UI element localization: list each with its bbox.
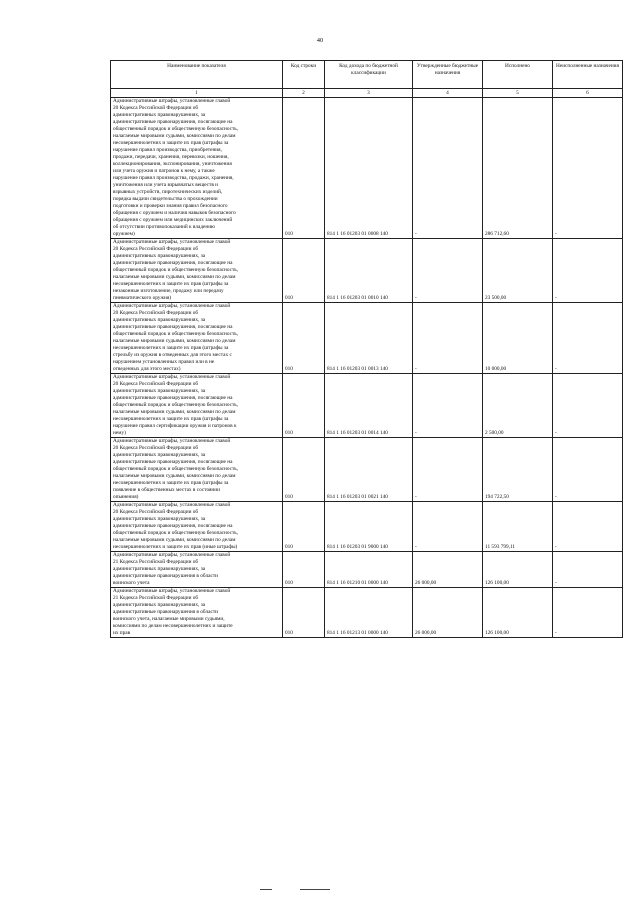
approved-amount: 26 000,00 bbox=[413, 552, 483, 588]
indicator-name: Административные штрафы, установленные главой 21 Кодекса Российской Федерации об административных правонарушениях, за административные правонарушения в области воинского учета bbox=[111, 552, 283, 588]
unexecuted-amount: - bbox=[553, 588, 623, 638]
approved-amount: - bbox=[413, 438, 483, 502]
column-number: 4 bbox=[413, 89, 483, 98]
income-code: 814 1 16 01213 01 0000 140 bbox=[325, 588, 413, 638]
table-row bbox=[111, 588, 623, 638]
table-row bbox=[111, 552, 623, 588]
table-row bbox=[111, 98, 623, 239]
header-approved: Утвержденные бюджетные назначения bbox=[413, 61, 483, 89]
executed-amount: 23 500,00 bbox=[483, 239, 553, 303]
income-code: 814 1 16 01203 01 0008 140 bbox=[325, 98, 413, 239]
column-number: 5 bbox=[483, 89, 553, 98]
executed-amount: 10 000,00 bbox=[483, 303, 553, 374]
unexecuted-amount: - bbox=[553, 552, 623, 588]
executed-amount: 194 722,50 bbox=[483, 438, 553, 502]
line-code: 010 bbox=[283, 374, 325, 438]
header-income-code: Код дохода по бюджетной классификации bbox=[325, 61, 413, 89]
page-number: 40 bbox=[316, 37, 324, 44]
indicator-name: Административные штрафы, установленные главой 20 Кодекса Российской Федерации об административных правонарушениях, за административные правонарушения, посягающие на общественный порядок и общественную безопасность, налагаемые мировыми судьями, комиссиями по делам несовершеннолетних и защите их прав (штрафы за нарушение правил производства, приобретения, продажи, передачи, хранения, перевозки, ношения, коллекционирования, экспонирования, уничтожения или учета оружия и патронов к нему, а также нарушение правил производства, продажи, хранения, уничтожения или учета взрывчатых веществ и взрывных устройств, пиротехнических изделий, порядка выдачи свидетельства о прохождении подготовки и проверки знания правил безопасного обращения с оружием и наличия навыков безопасного обращения с оружием или медицинских заключений об отсутствии противопоказаний к владению оружием) bbox=[111, 98, 283, 239]
executed-amount: 2 500,00 bbox=[483, 374, 553, 438]
approved-amount: - bbox=[413, 502, 483, 552]
approved-amount: - bbox=[413, 98, 483, 239]
budget-income-table bbox=[110, 60, 623, 638]
unexecuted-amount: - bbox=[553, 502, 623, 552]
indicator-name: Административные штрафы, установленные главой 21 Кодекса Российской Федерации об административных правонарушениях, за административные правонарушения в области воинского учета, налагаемые мировыми судьями, комиссиями по делам несовершеннолетних и защите их прав bbox=[111, 588, 283, 638]
line-code: 010 bbox=[283, 588, 325, 638]
line-code: 010 bbox=[283, 502, 325, 552]
table-row bbox=[111, 502, 623, 552]
income-code: 814 1 16 01203 01 0014 140 bbox=[325, 374, 413, 438]
indicator-name: Административные штрафы, установленные главой 20 Кодекса Российской Федерации об административных правонарушениях, за административные правонарушения, посягающие на общественный порядок и общественную безопасность, налагаемые мировыми судьями, комиссиями по делам несовершеннолетних и защите их прав (штрафы за стрельбу из оружия в отведенных для этого местах с нарушением установленных правил или в не отведенных для этого местах) bbox=[111, 303, 283, 374]
line-code: 010 bbox=[283, 303, 325, 374]
income-code: 814 1 16 01203 01 0021 140 bbox=[325, 438, 413, 502]
column-number: 1 bbox=[111, 89, 283, 98]
unexecuted-amount: - bbox=[553, 303, 623, 374]
approved-amount: - bbox=[413, 374, 483, 438]
executed-amount: 286 712,60 bbox=[483, 98, 553, 239]
approved-amount: - bbox=[413, 239, 483, 303]
column-number: 2 bbox=[283, 89, 325, 98]
unexecuted-amount: - bbox=[553, 98, 623, 239]
indicator-name: Административные штрафы, установленные главой 20 Кодекса Российской Федерации об административных правонарушениях, за административные правонарушения, посягающие на общественный порядок и общественную безопасность, налагаемые мировыми судьями, комиссиями по делам несовершеннолетних и защите их прав (иные штрафы) bbox=[111, 502, 283, 552]
approved-amount: 26 000,00 bbox=[413, 588, 483, 638]
column-number: 3 bbox=[325, 89, 413, 98]
indicator-name: Административные штрафы, установленные главой 20 Кодекса Российской Федерации об административных правонарушениях, за административные правонарушения, посягающие на общественный порядок и общественную безопасность, налагаемые мировыми судьями, комиссиями по делам несовершеннолетних и защите их прав (штрафы за нарушение правил сертификации оружия и патронов к нему) bbox=[111, 374, 283, 438]
scan-artifact-line bbox=[300, 889, 330, 890]
indicator-name: Административные штрафы, установленные главой 20 Кодекса Российской Федерации об административных правонарушениях, за административные правонарушения, посягающие на общественный порядок и общественную безопасность, налагаемые мировыми судьями, комиссиями по делам несовершеннолетних и защите их прав (штрафы за незаконные изготовление, продажу или передачу пневматического оружия) bbox=[111, 239, 283, 303]
line-code: 010 bbox=[283, 552, 325, 588]
table-row bbox=[111, 374, 623, 438]
line-code: 010 bbox=[283, 239, 325, 303]
header-executed: Исполнено bbox=[483, 61, 553, 89]
unexecuted-amount: - bbox=[553, 239, 623, 303]
unexecuted-amount: - bbox=[553, 438, 623, 502]
header-line-code: Код строки bbox=[283, 61, 325, 89]
line-code: 010 bbox=[283, 438, 325, 502]
income-code: 814 1 16 01203 01 9000 140 bbox=[325, 502, 413, 552]
line-code: 010 bbox=[283, 98, 325, 239]
income-code: 814 1 16 01210 01 0000 140 bbox=[325, 552, 413, 588]
indicator-name: Административные штрафы, установленные главой 20 Кодекса Российской Федерации об административных правонарушениях, за административные правонарушения, посягающие на общественный порядок и общественную безопасность, налагаемые мировыми судьями, комиссиями по делам несовершеннолетних и защите их прав (штрафы за появление в общественных местах в состоянии опьянения) bbox=[111, 438, 283, 502]
table-header-row bbox=[111, 61, 623, 89]
scan-artifact-line bbox=[260, 889, 272, 890]
table-row bbox=[111, 239, 623, 303]
executed-amount: 126 100,00 bbox=[483, 588, 553, 638]
executed-amount: 126 100,00 bbox=[483, 552, 553, 588]
income-code: 814 1 16 01203 01 0010 140 bbox=[325, 239, 413, 303]
income-code: 814 1 16 01203 01 0013 140 bbox=[325, 303, 413, 374]
table-row bbox=[111, 303, 623, 374]
header-unexecuted: Неисполненные назначения bbox=[553, 61, 623, 89]
approved-amount: - bbox=[413, 303, 483, 374]
column-number-row bbox=[111, 89, 623, 98]
unexecuted-amount: - bbox=[553, 374, 623, 438]
table-row bbox=[111, 438, 623, 502]
header-indicator-name: Наименование показателя bbox=[111, 61, 283, 89]
executed-amount: 11 593 799,11 bbox=[483, 502, 553, 552]
column-number: 6 bbox=[553, 89, 623, 98]
